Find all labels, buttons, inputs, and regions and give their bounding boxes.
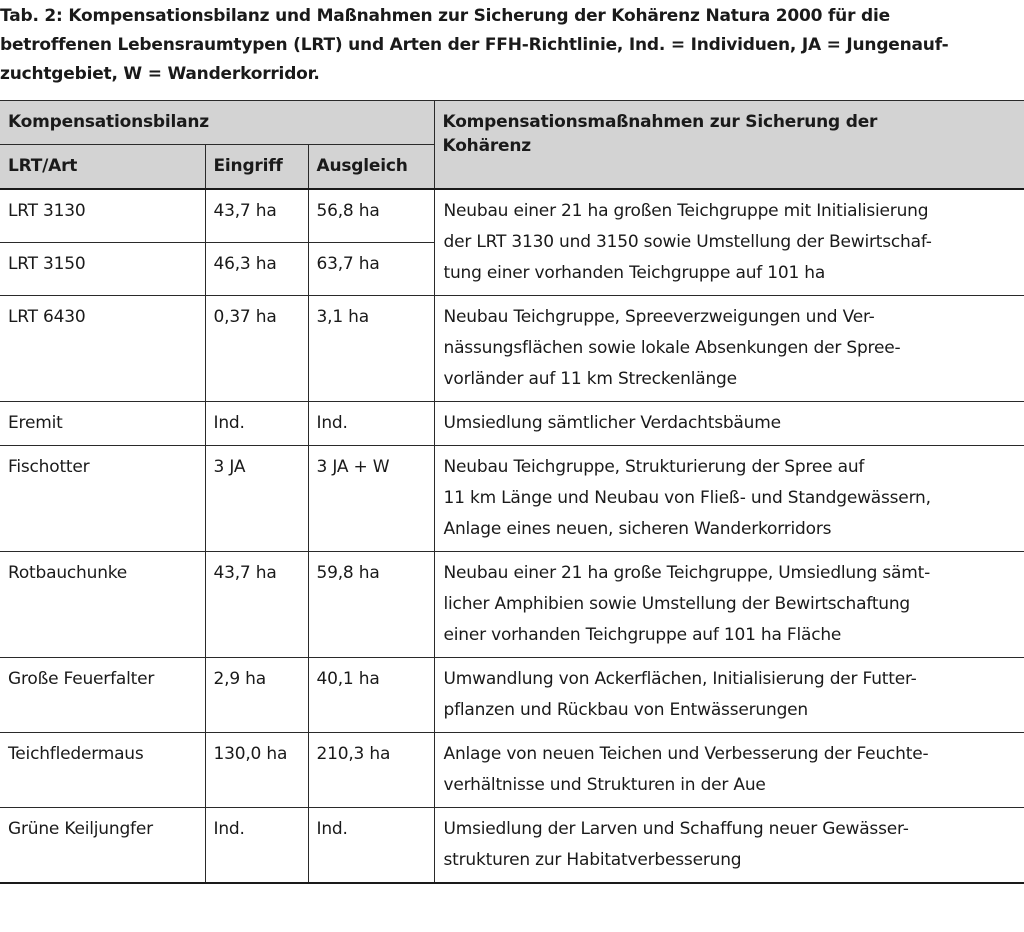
table-caption: [0, 2, 1024, 89]
header-measures: [434, 101, 1024, 190]
measures-line: Anlage von neuen Teichen und Verbesserung der Feuchte-: [443, 744, 929, 764]
cell-compensation: 59,8 ha: [308, 552, 434, 658]
header-species: LRT/Art: [0, 145, 205, 190]
cell-species: LRT 3150: [0, 243, 205, 296]
caption-line-1: Tab. 2: Kompensationsbilanz und Maßnahmen zur Sicherung der Kohärenz Natura 2000 für die: [0, 6, 890, 26]
measures-line: Umwandlung von Ackerflächen, Initialisierung der Futter-: [443, 669, 917, 689]
table-row: [0, 808, 1024, 884]
cell-measures: [434, 658, 1024, 733]
measures-line: tung einer vorhanden Teichgruppe auf 101 ha: [443, 263, 826, 283]
cell-measures: [434, 189, 1024, 296]
table-row: [0, 733, 1024, 808]
measures-line: verhältnisse und Strukturen in der Aue: [443, 775, 766, 795]
header-measures-line-1: Kompensationsmaßnahmen zur Sicherung der: [442, 112, 878, 132]
measures-line: Neubau Teichgruppe, Strukturierung der Spree auf: [443, 457, 865, 477]
measures-line: Umsiedlung der Larven und Schaffung neuer Gewässer-: [443, 819, 909, 839]
cell-impact: Ind.: [205, 808, 308, 884]
cell-impact: Ind.: [205, 402, 308, 446]
table-row: [0, 552, 1024, 658]
caption-line-2: betroffenen Lebensraumtypen (LRT) und Arten der FFH-Richtlinie, Ind. = Individuen, JA = Jungenauf-: [0, 35, 949, 55]
cell-species: Große Feuerfalter: [0, 658, 205, 733]
header-measures-line-2: Kohärenz: [442, 136, 531, 156]
measures-line: strukturen zur Habitatverbesserung: [443, 850, 742, 870]
measures-line: Anlage eines neuen, sicheren Wanderkorridors: [443, 519, 832, 539]
cell-compensation: Ind.: [308, 808, 434, 884]
table-row: [0, 658, 1024, 733]
cell-species: LRT 6430: [0, 296, 205, 402]
cell-compensation: Ind.: [308, 402, 434, 446]
header-impact: Eingriff: [205, 145, 308, 190]
cell-impact: 0,37 ha: [205, 296, 308, 402]
measures-line: einer vorhanden Teichgruppe auf 101 ha Fläche: [443, 625, 842, 645]
compensation-table: [0, 100, 1024, 884]
measures-line: Neubau einer 21 ha großen Teichgruppe mit Initialisierung: [443, 201, 929, 221]
measures-line: Neubau Teichgruppe, Spreeverzweigungen und Ver-: [443, 307, 875, 327]
cell-species: Rotbauchunke: [0, 552, 205, 658]
table-row: [0, 446, 1024, 552]
cell-impact: 130,0 ha: [205, 733, 308, 808]
cell-impact: 46,3 ha: [205, 243, 308, 296]
cell-measures: [434, 552, 1024, 658]
cell-compensation: 56,8 ha: [308, 189, 434, 243]
cell-measures: [434, 733, 1024, 808]
caption-line-3: zuchtgebiet, W = Wanderkorridor.: [0, 64, 320, 84]
cell-species: Fischotter: [0, 446, 205, 552]
cell-compensation: 3 JA + W: [308, 446, 434, 552]
table-row: [0, 296, 1024, 402]
header-kompensationsbilanz: Kompensationsbilanz: [0, 101, 434, 145]
cell-species: LRT 3130: [0, 189, 205, 243]
cell-measures: [434, 808, 1024, 884]
measures-line: 11 km Länge und Neubau von Fließ- und Standgewässern,: [443, 488, 931, 508]
cell-measures: [434, 446, 1024, 552]
measures-line: der LRT 3130 und 3150 sowie Umstellung der Bewirtschaf-: [443, 232, 932, 252]
cell-compensation: 63,7 ha: [308, 243, 434, 296]
measures-line: pflanzen und Rückbau von Entwässerungen: [443, 700, 808, 720]
cell-measures: [434, 296, 1024, 402]
header-compensation: Ausgleich: [308, 145, 434, 190]
cell-species: Grüne Keiljungfer: [0, 808, 205, 884]
cell-species: Eremit: [0, 402, 205, 446]
cell-impact: 43,7 ha: [205, 552, 308, 658]
cell-compensation: 210,3 ha: [308, 733, 434, 808]
table-row: [0, 402, 1024, 446]
measures-line: Neubau einer 21 ha große Teichgruppe, Umsiedlung sämt-: [443, 563, 931, 583]
cell-compensation: 40,1 ha: [308, 658, 434, 733]
cell-species: Teichfledermaus: [0, 733, 205, 808]
measures-line: vorländer auf 11 km Streckenlänge: [443, 369, 737, 389]
cell-impact: 2,9 ha: [205, 658, 308, 733]
table-row: [0, 189, 1024, 243]
cell-impact: 43,7 ha: [205, 189, 308, 243]
measures-line: licher Amphibien sowie Umstellung der Bewirtschaftung: [443, 594, 911, 614]
measures-line: Umsiedlung sämtlicher Verdachtsbäume: [443, 413, 781, 433]
cell-measures: [434, 402, 1024, 446]
cell-impact: 3 JA: [205, 446, 308, 552]
table-body: [0, 189, 1024, 883]
measures-line: nässungsflächen sowie lokale Absenkungen der Spree-: [443, 338, 901, 358]
table-header: [0, 101, 1024, 190]
cell-compensation: 3,1 ha: [308, 296, 434, 402]
